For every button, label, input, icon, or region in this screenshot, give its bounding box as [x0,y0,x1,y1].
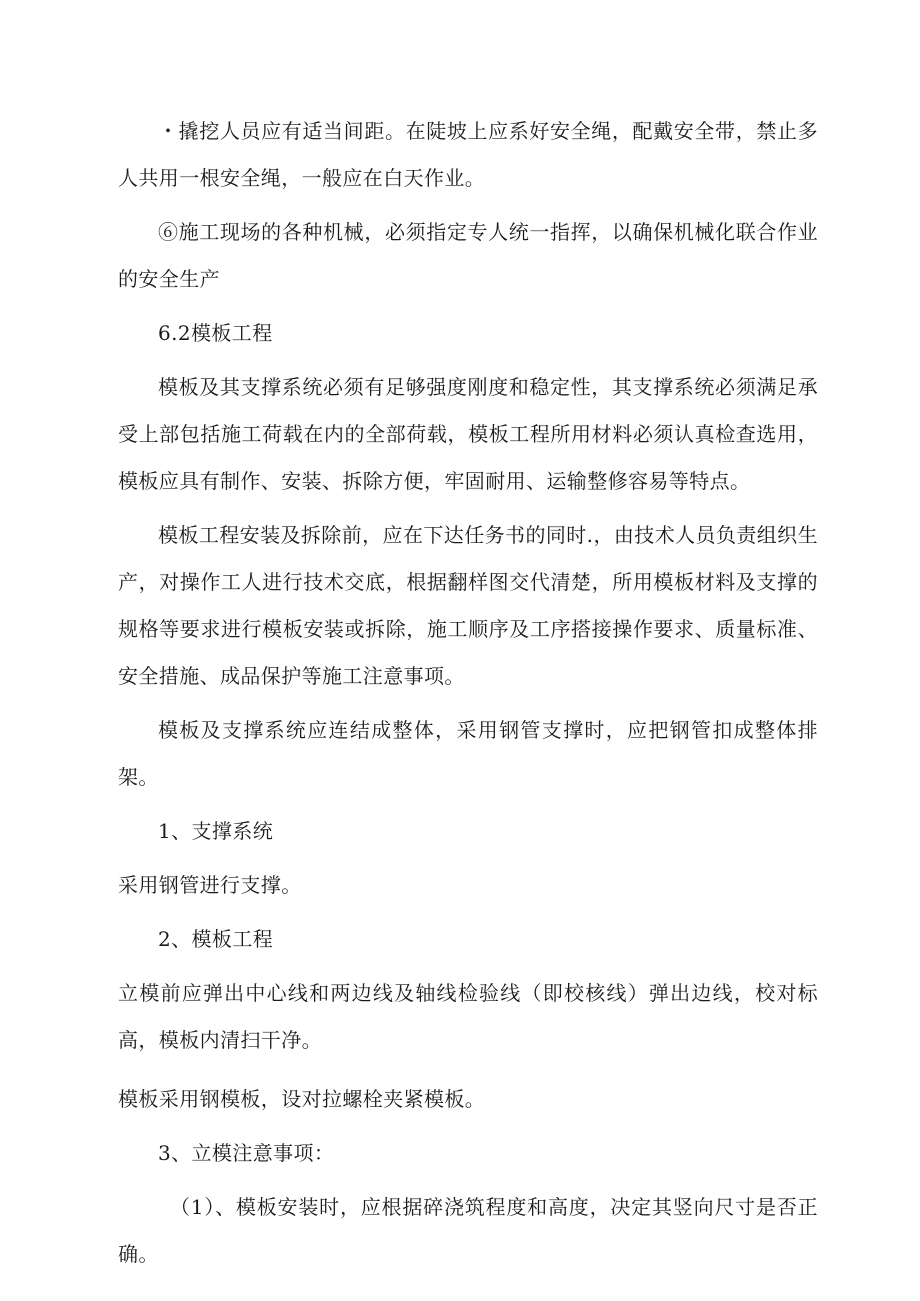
paragraph-machinery-command: ⑥施工现场的各种机械，必须指定专人统一指挥，以确保机械化联合作业的安全生产 [118,220,818,291]
subheading-support-system: 1、支撑系统 [158,819,274,843]
document-page [118,108,818,1278]
section-heading-formwork: 6.2模板工程 [158,321,273,345]
paragraph-note-1: （1）、模板安装时，应根据碎浇筑程度和高度，决定其竖向尺寸是否正确。 [118,1195,818,1266]
paragraph-prying-safety: ・撬挖人员应有适当间距。在陡坡上应系好安全绳，配戴安全带，禁止多人共用一根安全绳，一般应在白天作业。 [118,119,818,190]
paragraph-support-integration: 模板及支撑系统应连结成整体，采用钢管支撑时，应把钢管扣成整体排架。 [118,718,818,789]
subheading-formwork: 2、模板工程 [158,927,274,951]
paragraph-formwork-requirements: 模板及其支撑系统必须有足够强度刚度和稳定性，其支撑系统必须满足承受上部包括施工荷载在内的全部荷载，模板工程所用材料必须认真检查选用，模板应具有制作、安装、拆除方便，牢固耐用、运输整修容易等特点。 [118,375,818,493]
paragraph-marking-lines: 立模前应弹出中心线和两边线及轴线检验线（即校核线）弹出边线，校对标高，模板内清扫干净。 [118,981,818,1052]
paragraph-steel-formwork: 模板采用钢模板，设对拉螺栓夹紧模板。 [118,1087,486,1111]
subheading-erection-notes: 3、立模注意事项： [158,1141,335,1165]
paragraph-steel-pipe-support: 采用钢管进行支撑。 [118,873,302,897]
paragraph-formwork-installation: 模板工程安装及拆除前，应在下达任务书的同时.，由技术人员负责组织生产，对操作工人进行技术交底，根据翻样图交代清楚，所用模板材料及支撑的规格等要求进行模板安装或拆除，施工顺序及工序搭接操作要求、质量标准、安全措施、成品保护等施工注意事项。 [118,523,818,688]
